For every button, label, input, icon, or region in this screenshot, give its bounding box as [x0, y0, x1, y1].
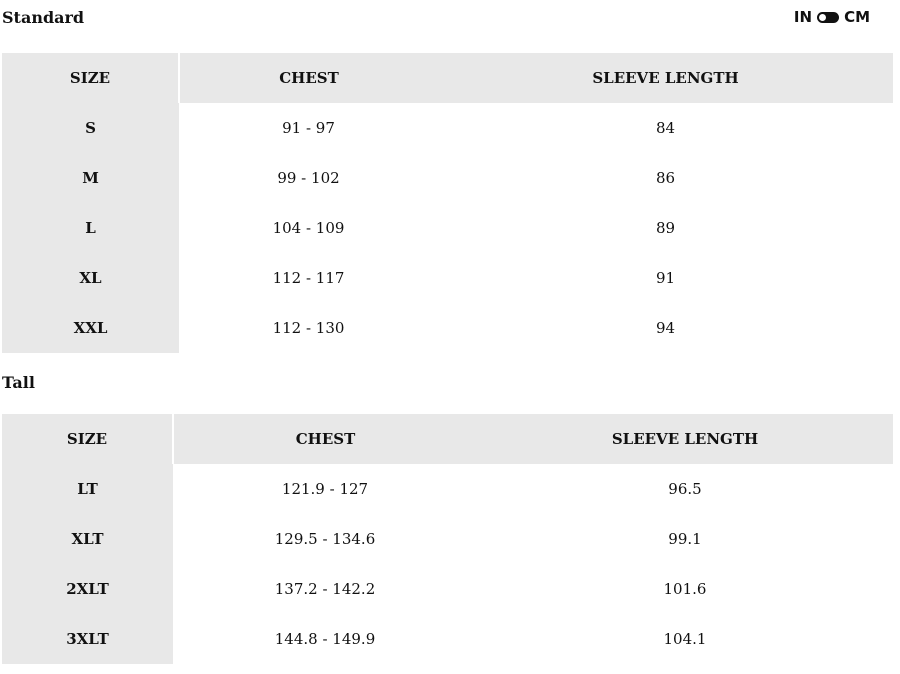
sleeve-length-cell: 91 [655, 269, 676, 287]
size-cell: L [2, 203, 179, 253]
sleeve-length-cell: 96.5 [668, 480, 702, 498]
size-cell: LT [2, 464, 173, 514]
size-cell: M [2, 153, 179, 203]
table-row [2, 514, 893, 564]
size-cell: XXL [2, 303, 179, 353]
standard-size-table [2, 53, 893, 353]
size-cell: 3XLT [2, 614, 173, 664]
header-chest: CHEST [179, 53, 438, 103]
unit-cm-label[interactable]: CM [844, 8, 870, 26]
table-row [2, 564, 893, 614]
chest-cell: 137.2 - 142.2 [274, 580, 376, 598]
header-sleeve-length: SLEEVE LENGTH [477, 414, 893, 464]
size-cell: XLT [2, 514, 173, 564]
header-sleeve-length: SLEEVE LENGTH [438, 53, 893, 103]
chest-cell: 144.8 - 149.9 [274, 630, 376, 648]
toggle-knob [819, 14, 826, 21]
chest-cell: 104 - 109 [272, 219, 345, 237]
header-size: SIZE [2, 414, 173, 464]
sleeve-length-cell: 104.1 [663, 630, 707, 648]
table-row [2, 464, 893, 514]
table-row [2, 303, 893, 353]
table-row [2, 153, 893, 203]
chest-cell: 112 - 117 [272, 269, 345, 287]
table-header-row [2, 53, 893, 103]
header-chest: CHEST [173, 414, 477, 464]
chest-cell: 129.5 - 134.6 [274, 530, 376, 548]
standard-section-title: Standard [2, 8, 85, 27]
tall-size-table [2, 414, 893, 664]
header-size: SIZE [2, 53, 179, 103]
unit-toggle[interactable] [794, 7, 870, 27]
chest-cell: 91 - 97 [282, 119, 335, 137]
sleeve-length-cell: 84 [655, 119, 676, 137]
sleeve-length-cell: 99.1 [668, 530, 702, 548]
table-row [2, 614, 893, 664]
chest-cell: 121.9 - 127 [281, 480, 369, 498]
sleeve-length-cell: 94 [655, 319, 676, 337]
sleeve-length-cell: 89 [655, 219, 676, 237]
table-row [2, 103, 893, 153]
size-cell: S [2, 103, 179, 153]
size-cell: XL [2, 253, 179, 303]
sleeve-length-cell: 101.6 [663, 580, 707, 598]
table-header-row [2, 414, 893, 464]
unit-in-label[interactable]: IN [793, 8, 813, 26]
tall-section-title: Tall [2, 373, 35, 392]
table-row [2, 203, 893, 253]
sleeve-length-cell: 86 [655, 169, 676, 187]
size-cell: 2XLT [2, 564, 173, 614]
chest-cell: 99 - 102 [277, 169, 340, 187]
table-row [2, 253, 893, 303]
toggle-switch-icon[interactable] [817, 12, 839, 23]
chest-cell: 112 - 130 [272, 319, 345, 337]
